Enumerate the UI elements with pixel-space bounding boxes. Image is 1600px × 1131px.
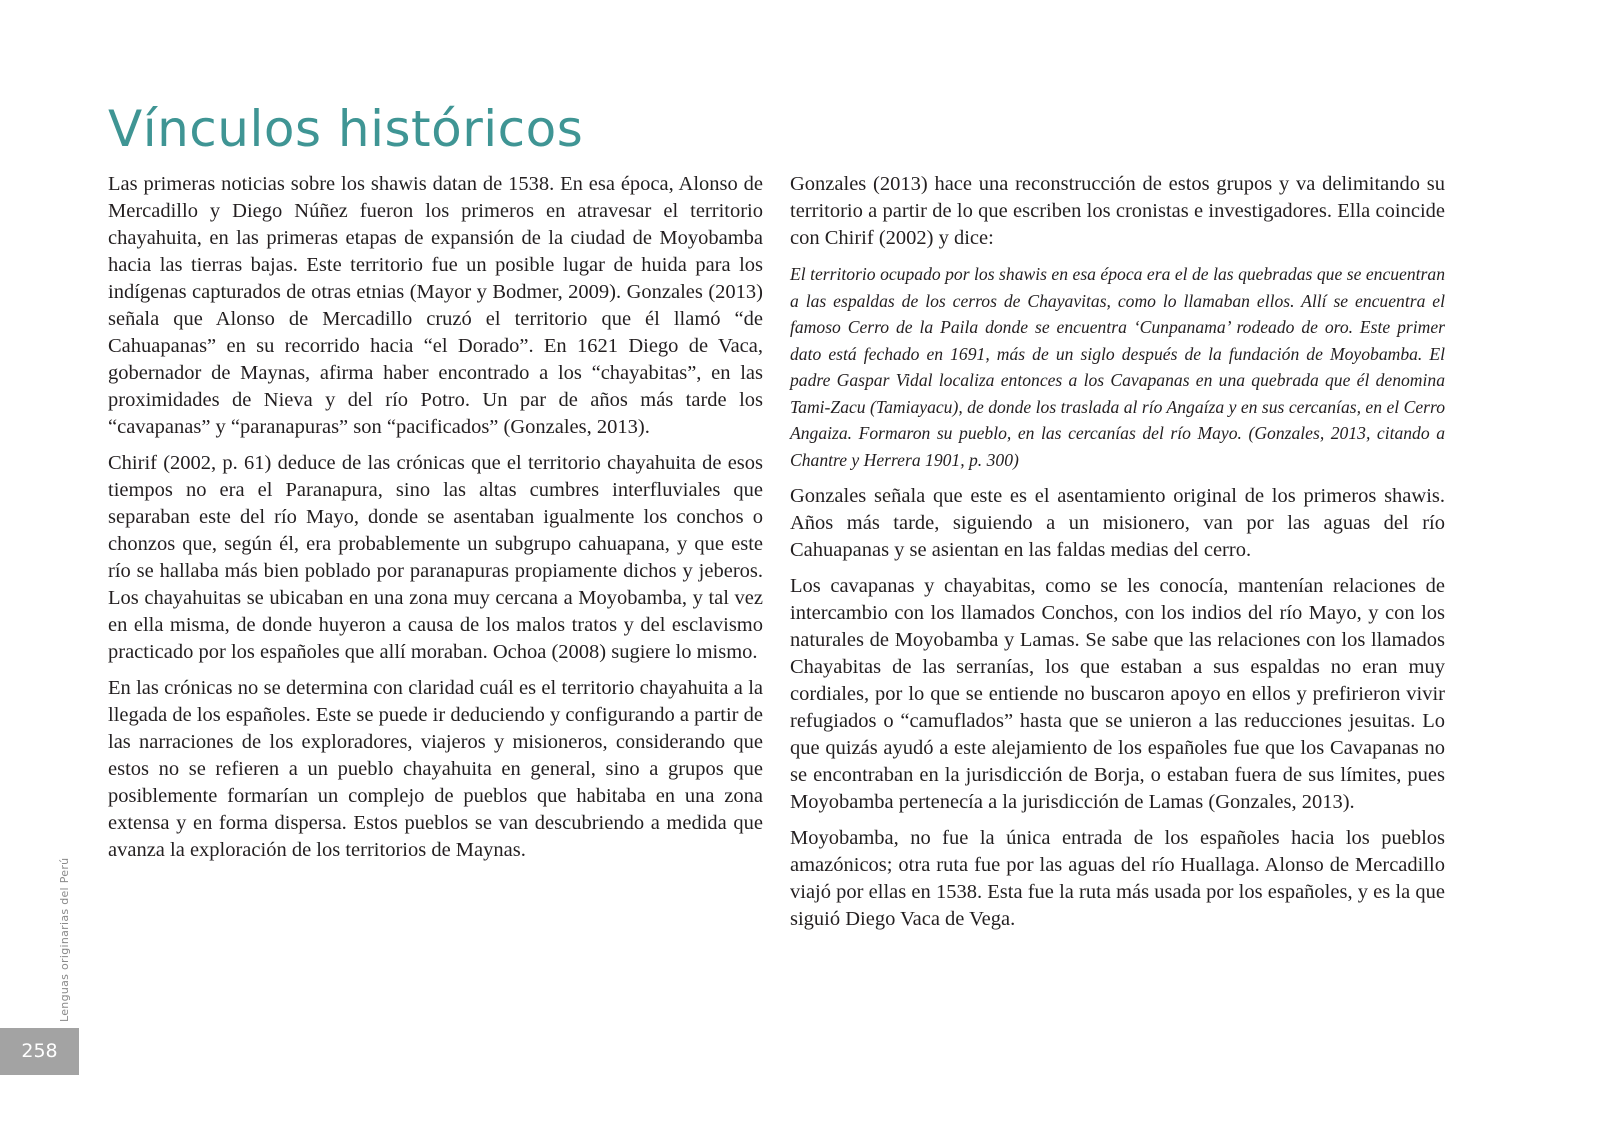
body-paragraph: Moyobamba, no fue la única entrada de los españoles hacia los pueblos amazónicos; otra ruta fue por las aguas del río Huallaga. Alonso de Mercadillo viajó por ellas en 1538. Esta fue la ruta más usada por los españoles, y es la que siguió Diego Vaca de Vega. bbox=[790, 827, 1445, 930]
body-paragraph: En las crónicas no se determina con claridad cuál es el territorio chayahuita a la llegada de los españoles. Este se puede ir deduciendo y configurando a partir de las narraciones de los exploradores, viajeros y misioneros, considerando que estos no se refieren a un pueblo chayahuita en general, sino a grupos que posiblemente formarían un complejo de pueblos que habitaba en una zona extensa y en forma dispersa. Estos pueblos se van descubriendo a medida que avanza la exploración de los territorios de Maynas. bbox=[108, 677, 763, 861]
body-paragraph: Gonzales señala que este es el asentamiento original de los primeros shawis. Años más tarde, siguiendo a un misionero, van por las aguas del río Cahuapanas y se asientan en las faldas medias del cerro. bbox=[790, 485, 1445, 561]
body-paragraph: Gonzales (2013) hace una reconstrucción de estos grupos y va delimitando su territorio a partir de lo que escriben los cronistas e investigadores. Ella coincide con Chirif (2002) y dice: bbox=[790, 173, 1445, 249]
body-paragraph: Chirif (2002, p. 61) deduce de las crónicas que el territorio chayahuita de esos tiempos no era el Paranapura, sino las altas cumbres interfluviales que separaban este del río Mayo, donde se asentaban igualmente los conchos o chonzos que, según él, era probablemente un subgrupo cahuapana, y que este río se hallaba más bien poblado por paranapuras propiamente dichos y jeberos. Los chayahuitas se ubicaban en una zona muy cercana a Moyobamba, y tal vez en ella misma, de donde huyeron a causa de los malos tratos y del esclavismo practicado por los españoles que allí moraban. Ochoa (2008) sugiere lo mismo. bbox=[108, 452, 763, 663]
body-paragraph: Las primeras noticias sobre los shawis datan de 1538. En esa época, Alonso de Mercadillo y Diego Núñez fueron los primeros en atravesar el territorio chayahuita, en las primeras etapas de expansión de la ciudad de Moyobamba hacia las tierras bajas. Este territorio fue un posible lugar de huida para los indígenas capturados de otras etnias (Mayor y Bodmer, 2009). Gonzales (2013) señala que Alonso de Mercadillo cruzó el territorio que él llamó “de Cahuapanas” en su recorrido hacia “el Dorado”. En 1621 Diego de Vaca, gobernador de Maynas, afirma haber encontrado a los “chayabitas”, en las proximidades de Nieva y del río Potro. Un par de años más tarde los “cavapanas” y “paranapuras” son “pacificados” (Gonzales, 2013). bbox=[108, 173, 763, 438]
body-paragraph: Los cavapanas y chayabitas, como se les conocía, mantenían relaciones de intercambio con los llamados Conchos, con los indios del río Mayo, y con los naturales de Moyobamba y Lamas. Se sabe que las relaciones con los llamados Chayabitas de las serranías, los que estaban a sus espaldas no eran muy cordiales, por lo que se entiende no buscaron apoyo en ellos y prefirieron vivir refugiados o “camuflados” hasta que se unieron a las reducciones jesuitas. Lo que quizás ayudó a este alejamiento de los españoles fue que los Cavapanas no se encontraban en la jurisdicción de Borja, o estaban fuera de sus límites, pues Moyobamba pertenecía a la jurisdicción de Lamas (Gonzales, 2013). bbox=[790, 575, 1445, 813]
book-series-label: Lenguas originarias del Perú bbox=[58, 857, 71, 1022]
page-title: Vínculos históricos bbox=[108, 100, 584, 158]
page-number: 258 bbox=[0, 1028, 79, 1075]
left-text-column bbox=[108, 171, 763, 873]
block-quote: El territorio ocupado por los shawis en esa época era el de las quebradas que se encuentran a las espaldas de los cerros de Chayavitas, como lo llamaban ellos. Allí se encuentra el famoso Cerro de la Paila donde se encuentra ‘Cunpanama’ rodeado de oro. Este primer dato está fechado en 1691, más de un siglo después de la fundación de Moyobamba. El padre Gaspar Vidal localiza entonces a los Cavapanas en una quebrada que él denomina Tami-Zacu (Tamiayacu), de donde los traslada al río Angaíza y en sus cercanías, en el Cerro Angaiza. Formaron su pueblo, en las cercanías del río Mayo. (Gonzales, 2013, citando a Chantre y Herrera 1901, p. 300) bbox=[790, 264, 1445, 470]
right-text-column bbox=[790, 171, 1445, 942]
